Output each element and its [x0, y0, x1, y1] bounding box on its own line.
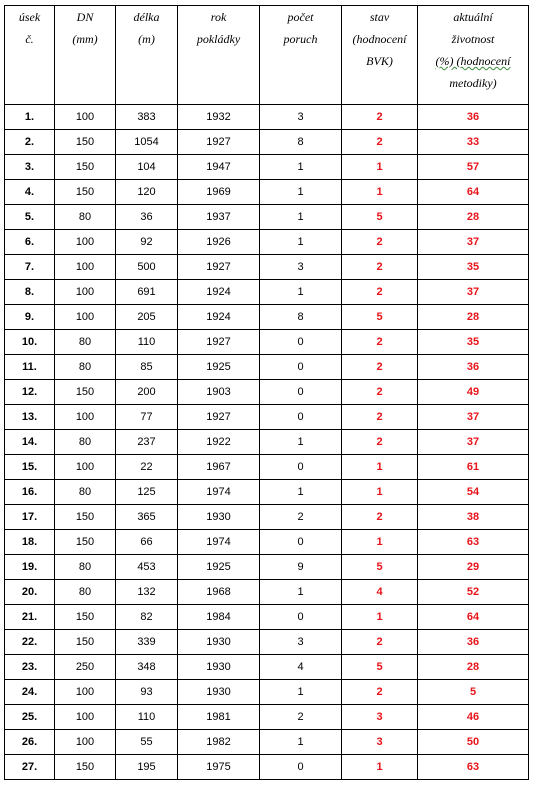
- cell-dn: 100: [55, 455, 116, 480]
- cell-stav: 2: [342, 130, 418, 155]
- table-row: [5, 530, 529, 555]
- header-dn-line-1: DN: [76, 10, 94, 24]
- cell-delka: 77: [116, 405, 178, 430]
- cell-dn: 80: [55, 355, 116, 380]
- table-row: [5, 480, 529, 505]
- cell-usek: 2.: [5, 130, 55, 155]
- cell-delka: 237: [116, 430, 178, 455]
- cell-stav: 1: [342, 755, 418, 780]
- cell-delka: 691: [116, 280, 178, 305]
- cell-stav: 3: [342, 705, 418, 730]
- cell-pocet: 8: [260, 130, 342, 155]
- cell-zivotnost: 37: [418, 280, 529, 305]
- cell-stav: 4: [342, 580, 418, 605]
- cell-rok: 1967: [178, 455, 260, 480]
- cell-zivotnost: 54: [418, 480, 529, 505]
- cell-dn: 150: [55, 605, 116, 630]
- cell-pocet: 1: [260, 680, 342, 705]
- cell-delka: 92: [116, 230, 178, 255]
- cell-zivotnost: 28: [418, 655, 529, 680]
- cell-dn: 100: [55, 105, 116, 130]
- cell-usek: 21.: [5, 605, 55, 630]
- cell-delka: 339: [116, 630, 178, 655]
- cell-usek: 22.: [5, 630, 55, 655]
- cell-zivotnost: 36: [418, 105, 529, 130]
- cell-delka: 104: [116, 155, 178, 180]
- cell-zivotnost: 64: [418, 180, 529, 205]
- cell-rok: 1947: [178, 155, 260, 180]
- cell-dn: 150: [55, 505, 116, 530]
- cell-usek: 11.: [5, 355, 55, 380]
- header-pocet: [260, 6, 342, 105]
- header-delka: [116, 6, 178, 105]
- cell-zivotnost: 63: [418, 530, 529, 555]
- header-delka-line-2: (m): [138, 32, 155, 46]
- cell-delka: 453: [116, 555, 178, 580]
- cell-dn: 150: [55, 630, 116, 655]
- header-rok-line-1: rok: [210, 10, 227, 24]
- table-row: [5, 355, 529, 380]
- cell-stav: 1: [342, 455, 418, 480]
- header-stav-line-3: BVK): [366, 54, 393, 68]
- cell-usek: 15.: [5, 455, 55, 480]
- cell-rok: 1924: [178, 305, 260, 330]
- cell-stav: 3: [342, 730, 418, 755]
- cell-pocet: 1: [260, 480, 342, 505]
- cell-rok: 1930: [178, 630, 260, 655]
- cell-stav: 2: [342, 630, 418, 655]
- cell-rok: 1927: [178, 330, 260, 355]
- cell-stav: 1: [342, 605, 418, 630]
- cell-zivotnost: 49: [418, 380, 529, 405]
- cell-rok: 1927: [178, 130, 260, 155]
- table-row: [5, 580, 529, 605]
- cell-usek: 14.: [5, 430, 55, 455]
- cell-pocet: 3: [260, 630, 342, 655]
- cell-rok: 1968: [178, 580, 260, 605]
- cell-stav: 1: [342, 530, 418, 555]
- cell-usek: 1.: [5, 105, 55, 130]
- header-usek-line-2: č.: [25, 32, 34, 46]
- cell-stav: 2: [342, 355, 418, 380]
- cell-delka: 348: [116, 655, 178, 680]
- cell-pocet: 0: [260, 380, 342, 405]
- header-zivotnost: [418, 6, 529, 105]
- table-row: [5, 455, 529, 480]
- cell-stav: 2: [342, 280, 418, 305]
- cell-usek: 8.: [5, 280, 55, 305]
- cell-rok: 1927: [178, 255, 260, 280]
- header-stav-line-1: stav: [369, 10, 390, 24]
- cell-delka: 120: [116, 180, 178, 205]
- cell-pocet: 0: [260, 605, 342, 630]
- table-row: [5, 305, 529, 330]
- cell-delka: 383: [116, 105, 178, 130]
- cell-zivotnost: 37: [418, 230, 529, 255]
- cell-pocet: 1: [260, 180, 342, 205]
- cell-stav: 5: [342, 205, 418, 230]
- cell-delka: 1054: [116, 130, 178, 155]
- cell-pocet: 2: [260, 705, 342, 730]
- header-row: [5, 6, 529, 105]
- cell-rok: 1981: [178, 705, 260, 730]
- cell-pocet: 1: [260, 430, 342, 455]
- cell-dn: 100: [55, 230, 116, 255]
- cell-dn: 150: [55, 180, 116, 205]
- cell-usek: 19.: [5, 555, 55, 580]
- cell-dn: 100: [55, 305, 116, 330]
- cell-pocet: 1: [260, 730, 342, 755]
- cell-rok: 1930: [178, 505, 260, 530]
- cell-stav: 1: [342, 180, 418, 205]
- cell-pocet: 4: [260, 655, 342, 680]
- table-row: [5, 505, 529, 530]
- cell-pocet: 1: [260, 230, 342, 255]
- cell-zivotnost: 29: [418, 555, 529, 580]
- cell-delka: 82: [116, 605, 178, 630]
- cell-usek: 3.: [5, 155, 55, 180]
- cell-pocet: 8: [260, 305, 342, 330]
- table-row: [5, 405, 529, 430]
- cell-usek: 4.: [5, 180, 55, 205]
- cell-dn: 100: [55, 405, 116, 430]
- table-row: [5, 230, 529, 255]
- cell-delka: 93: [116, 680, 178, 705]
- cell-pocet: 3: [260, 255, 342, 280]
- table-row: [5, 380, 529, 405]
- cell-rok: 1903: [178, 380, 260, 405]
- cell-rok: 1922: [178, 430, 260, 455]
- cell-pocet: 0: [260, 355, 342, 380]
- cell-zivotnost: 36: [418, 630, 529, 655]
- cell-stav: 2: [342, 255, 418, 280]
- table-row: [5, 255, 529, 280]
- cell-delka: 200: [116, 380, 178, 405]
- cell-pocet: 2: [260, 505, 342, 530]
- cell-usek: 25.: [5, 705, 55, 730]
- cell-dn: 100: [55, 730, 116, 755]
- cell-delka: 66: [116, 530, 178, 555]
- cell-delka: 132: [116, 580, 178, 605]
- cell-stav: 2: [342, 430, 418, 455]
- cell-pocet: 0: [260, 405, 342, 430]
- cell-dn: 100: [55, 280, 116, 305]
- cell-dn: 80: [55, 205, 116, 230]
- table-row: [5, 130, 529, 155]
- pipe-sections-table: [4, 5, 529, 780]
- cell-stav: 2: [342, 680, 418, 705]
- cell-usek: 10.: [5, 330, 55, 355]
- header-zivotnost-line-1: aktuální: [453, 10, 493, 24]
- cell-stav: 2: [342, 505, 418, 530]
- cell-rok: 1926: [178, 230, 260, 255]
- table-row: [5, 105, 529, 130]
- cell-stav: 5: [342, 655, 418, 680]
- cell-stav: 1: [342, 155, 418, 180]
- cell-zivotnost: 37: [418, 405, 529, 430]
- cell-pocet: 3: [260, 105, 342, 130]
- cell-stav: 5: [342, 555, 418, 580]
- cell-zivotnost: 35: [418, 255, 529, 280]
- cell-pocet: 0: [260, 755, 342, 780]
- cell-delka: 205: [116, 305, 178, 330]
- header-usek: [5, 6, 55, 105]
- cell-delka: 22: [116, 455, 178, 480]
- table-row: [5, 630, 529, 655]
- cell-pocet: 1: [260, 580, 342, 605]
- cell-stav: 2: [342, 105, 418, 130]
- cell-usek: 27.: [5, 755, 55, 780]
- cell-rok: 1932: [178, 105, 260, 130]
- cell-usek: 23.: [5, 655, 55, 680]
- cell-usek: 17.: [5, 505, 55, 530]
- header-zivotnost-line-2: životnost: [451, 32, 495, 46]
- cell-rok: 1982: [178, 730, 260, 755]
- cell-delka: 85: [116, 355, 178, 380]
- cell-pocet: 9: [260, 555, 342, 580]
- cell-pocet: 0: [260, 530, 342, 555]
- header-dn: [55, 6, 116, 105]
- cell-zivotnost: 33: [418, 130, 529, 155]
- header-rok: [178, 6, 260, 105]
- cell-usek: 12.: [5, 380, 55, 405]
- cell-usek: 5.: [5, 205, 55, 230]
- header-usek-line-1: úsek: [18, 10, 41, 24]
- cell-zivotnost: 5: [418, 680, 529, 705]
- cell-rok: 1969: [178, 180, 260, 205]
- cell-usek: 13.: [5, 405, 55, 430]
- cell-dn: 100: [55, 255, 116, 280]
- cell-dn: 100: [55, 680, 116, 705]
- cell-usek: 6.: [5, 230, 55, 255]
- cell-delka: 55: [116, 730, 178, 755]
- cell-rok: 1974: [178, 530, 260, 555]
- cell-dn: 80: [55, 580, 116, 605]
- cell-delka: 365: [116, 505, 178, 530]
- cell-usek: 26.: [5, 730, 55, 755]
- cell-dn: 100: [55, 705, 116, 730]
- cell-zivotnost: 50: [418, 730, 529, 755]
- cell-rok: 1930: [178, 680, 260, 705]
- cell-pocet: 0: [260, 455, 342, 480]
- table-row: [5, 180, 529, 205]
- cell-pocet: 1: [260, 155, 342, 180]
- cell-delka: 110: [116, 330, 178, 355]
- header-zivotnost-line-3: (%) (hodnocení: [435, 54, 511, 68]
- cell-rok: 1925: [178, 555, 260, 580]
- cell-delka: 125: [116, 480, 178, 505]
- cell-pocet: 1: [260, 280, 342, 305]
- header-zivotnost-line-4: metodiky): [449, 76, 497, 90]
- cell-zivotnost: 36: [418, 355, 529, 380]
- header-stav-line-2: (hodnocení: [352, 32, 407, 46]
- cell-usek: 24.: [5, 680, 55, 705]
- table-row: [5, 680, 529, 705]
- cell-dn: 80: [55, 330, 116, 355]
- cell-zivotnost: 52: [418, 580, 529, 605]
- cell-zivotnost: 28: [418, 205, 529, 230]
- table-row: [5, 280, 529, 305]
- cell-delka: 195: [116, 755, 178, 780]
- cell-dn: 150: [55, 380, 116, 405]
- cell-stav: 2: [342, 330, 418, 355]
- cell-zivotnost: 28: [418, 305, 529, 330]
- cell-rok: 1975: [178, 755, 260, 780]
- cell-usek: 20.: [5, 580, 55, 605]
- cell-pocet: 1: [260, 205, 342, 230]
- cell-stav: 2: [342, 405, 418, 430]
- cell-rok: 1927: [178, 405, 260, 430]
- cell-dn: 80: [55, 555, 116, 580]
- header-rok-line-2: pokládky: [196, 32, 241, 46]
- header-pocet-line-1: počet: [287, 10, 314, 24]
- cell-rok: 1930: [178, 655, 260, 680]
- cell-rok: 1974: [178, 480, 260, 505]
- cell-dn: 250: [55, 655, 116, 680]
- cell-stav: 1: [342, 480, 418, 505]
- table-row: [5, 605, 529, 630]
- cell-dn: 80: [55, 430, 116, 455]
- cell-delka: 36: [116, 205, 178, 230]
- cell-rok: 1984: [178, 605, 260, 630]
- table-row: [5, 205, 529, 230]
- cell-pocet: 0: [260, 330, 342, 355]
- cell-zivotnost: 46: [418, 705, 529, 730]
- table-row: [5, 755, 529, 780]
- cell-zivotnost: 61: [418, 455, 529, 480]
- cell-dn: 150: [55, 530, 116, 555]
- cell-usek: 18.: [5, 530, 55, 555]
- table-row: [5, 330, 529, 355]
- table-row: [5, 705, 529, 730]
- cell-usek: 16.: [5, 480, 55, 505]
- cell-delka: 500: [116, 255, 178, 280]
- cell-delka: 110: [116, 705, 178, 730]
- cell-zivotnost: 38: [418, 505, 529, 530]
- cell-zivotnost: 37: [418, 430, 529, 455]
- cell-usek: 9.: [5, 305, 55, 330]
- cell-stav: 2: [342, 230, 418, 255]
- cell-dn: 150: [55, 755, 116, 780]
- table-row: [5, 730, 529, 755]
- cell-rok: 1925: [178, 355, 260, 380]
- table-body: [5, 105, 529, 780]
- cell-dn: 150: [55, 130, 116, 155]
- table-row: [5, 655, 529, 680]
- cell-dn: 80: [55, 480, 116, 505]
- cell-dn: 150: [55, 155, 116, 180]
- cell-rok: 1924: [178, 280, 260, 305]
- header-stav: [342, 6, 418, 105]
- cell-usek: 7.: [5, 255, 55, 280]
- header-delka-line-1: délka: [133, 10, 160, 24]
- cell-stav: 5: [342, 305, 418, 330]
- header-dn-line-2: (mm): [72, 32, 98, 46]
- table-row: [5, 155, 529, 180]
- cell-rok: 1937: [178, 205, 260, 230]
- header-pocet-line-2: poruch: [283, 32, 318, 46]
- cell-zivotnost: 35: [418, 330, 529, 355]
- cell-zivotnost: 57: [418, 155, 529, 180]
- cell-zivotnost: 64: [418, 605, 529, 630]
- table-row: [5, 430, 529, 455]
- cell-zivotnost: 63: [418, 755, 529, 780]
- cell-stav: 2: [342, 380, 418, 405]
- table-row: [5, 555, 529, 580]
